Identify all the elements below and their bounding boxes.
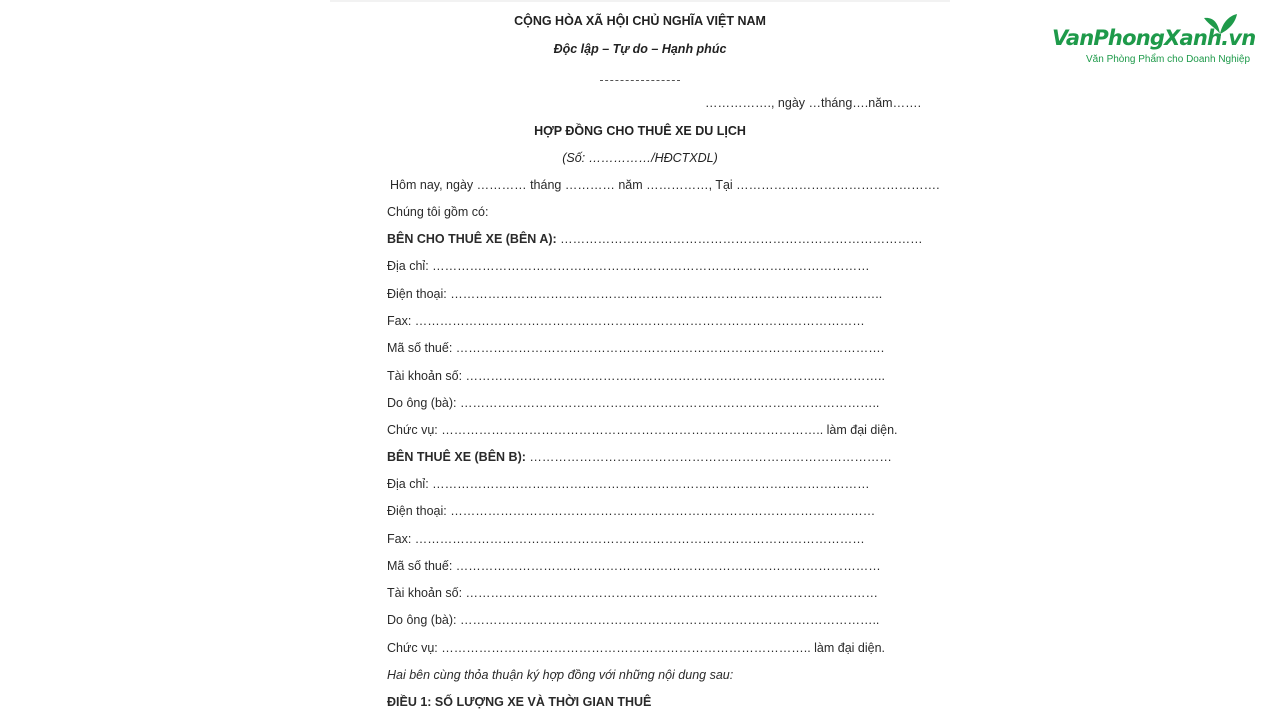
nation-heading: CỘNG HÒA XÃ HỘI CHỦ NGHĨA VIỆT NAM xyxy=(514,14,766,28)
contract-number: (Số: ……………/HĐCTXDL) xyxy=(562,151,718,165)
agreement-line: Hai bên cùng thỏa thuận ký hợp đồng với những nội dung sau: xyxy=(387,668,734,682)
logo-tagline: Văn Phòng Phẩm cho Doanh Nghiệp xyxy=(1086,54,1251,65)
logo-name: VanPhongXanh.vn xyxy=(1052,26,1256,50)
motto: Độc lập – Tự do – Hạnh phúc xyxy=(553,42,727,56)
party-b-heading: BÊN THUÊ XE (BÊN B): xyxy=(387,450,526,464)
party-a-fax: Fax: ……………………………………………………………………………………………… xyxy=(387,314,865,328)
we-include: Chúng tôi gồm có: xyxy=(387,205,489,219)
party-a-heading-line xyxy=(387,230,923,248)
party-b-heading-line xyxy=(387,448,892,466)
party-a-address: Địa chỉ: …………………………………………………………………………………………… xyxy=(387,259,870,273)
article-1-heading: ĐIỀU 1: SỐ LƯỢNG XE VÀ THỜI GIAN THUÊ xyxy=(387,695,652,709)
party-a-position: Chức vụ: ……………………………………………………………………………….. làm đại diện. xyxy=(387,423,898,437)
party-b-heading-dots: …………………………………………………………………………… xyxy=(525,450,892,464)
party-a-phone: Điện thoại: ………………………………………………………………………………………….. xyxy=(387,287,883,301)
party-a-tax-code: Mã số thuế: …………………………………………………………………………………………. xyxy=(387,341,885,355)
contract-title: HỢP ĐỒNG CHO THUÊ XE DU LỊCH xyxy=(534,124,746,138)
party-a-heading-dots: …………………………………………………………………………… xyxy=(556,232,923,246)
date-line: ……………., ngày …tháng….năm……. xyxy=(705,96,922,110)
party-b-position: Chức vụ: …………………………………………………………………………….. làm đại diện. xyxy=(387,641,886,655)
today-line: Hôm nay, ngày ………… tháng ………… năm ……………, Tại …………………………………………. xyxy=(390,178,940,192)
brand-logo[interactable] xyxy=(1050,12,1270,72)
party-a-represented-by: Do ông (bà): ……………………………………………………………………………………….. xyxy=(387,396,880,410)
party-b-tax-code: Mã số thuế: ………………………………………………………………………………………… xyxy=(387,559,881,573)
party-b-account: Tài khoản số: ……………………………………………………………………………………… xyxy=(387,586,879,600)
page-top-edge xyxy=(330,0,950,2)
party-a-account: Tài khoản số: ……………………………………………………………………………………….. xyxy=(387,369,885,383)
party-b-represented-by: Do ông (bà): ……………………………………………………………………………………….. xyxy=(387,613,880,627)
party-b-address: Địa chỉ: …………………………………………………………………………………………… xyxy=(387,477,870,491)
party-b-fax: Fax: ……………………………………………………………………………………………… xyxy=(387,532,865,546)
party-b-phone: Điện thoại: ………………………………………………………………………………………… xyxy=(387,504,876,518)
motto-separator xyxy=(600,72,680,81)
party-a-heading: BÊN CHO THUÊ XE (BÊN A): xyxy=(387,232,557,246)
